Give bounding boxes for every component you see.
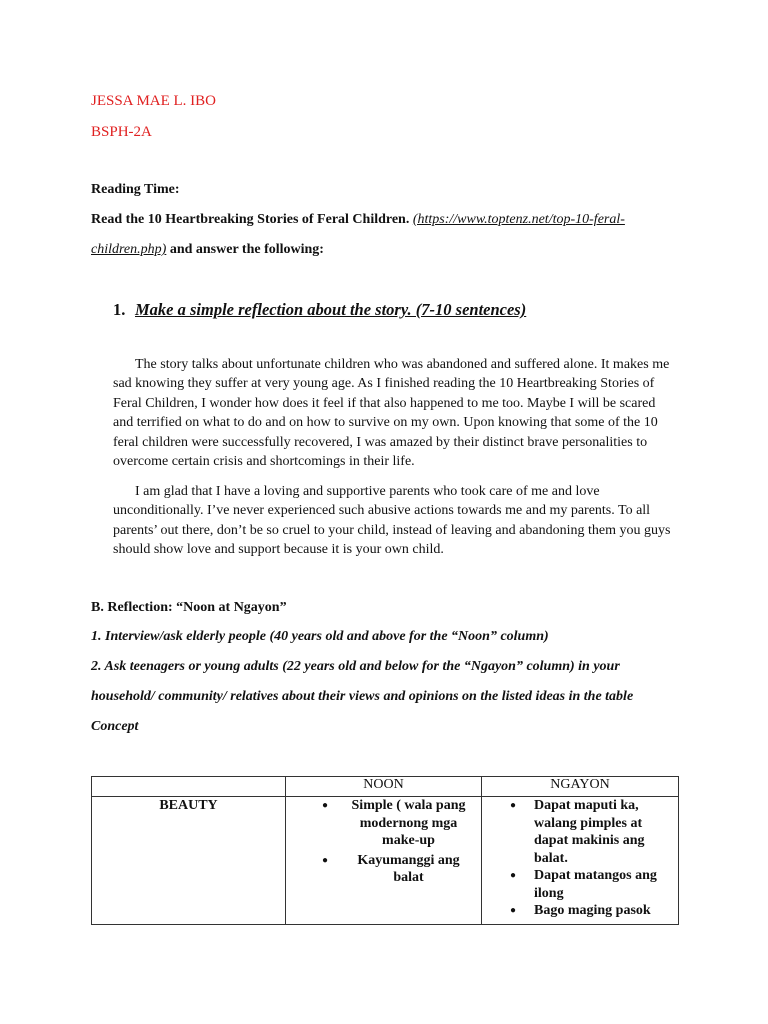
list-item-text: Simple ( wala pang modernong mga make-up: [351, 798, 466, 848]
ngayon-list: [482, 797, 678, 920]
list-item: [482, 902, 678, 920]
table-header-ngayon: NGAYON: [482, 777, 679, 797]
part-b-item-2-line-2: household/ community/ relatives about their views and opinions on the listed ideas in the table: [91, 689, 634, 704]
table-row: [92, 797, 679, 925]
list-item: [482, 797, 678, 867]
bullet-icon: ●: [510, 800, 517, 811]
list-item-text: Dapat matangos ang ilong: [534, 868, 657, 901]
reading-instruction-prefix: Read the 10 Heartbreaking Stories of Feral Children.: [91, 212, 413, 227]
reading-heading: Reading Time:: [91, 182, 180, 197]
table-cell-ngayon: [482, 797, 679, 925]
list-item: [286, 797, 481, 850]
list-item: [482, 867, 678, 902]
reading-instruction-line2: [91, 242, 324, 258]
reading-instruction-line1: [91, 212, 625, 228]
table-cell-noon: [286, 797, 482, 925]
table-cell-concept: BEAUTY: [92, 797, 286, 925]
table-header-concept: [92, 777, 286, 797]
question-1-text: Make a simple reflection about the story. (7-10 sentences): [135, 300, 527, 319]
part-b-item-2-line-3: Concept: [91, 719, 139, 734]
list-item-text: Dapat maputi ka, walang pimples at dapat makinis ang balat.: [534, 798, 645, 866]
part-b-item-1: 1. Interview/ask elderly people (40 years old and above for the “Noon” column): [91, 629, 549, 644]
reading-instruction-suffix: and answer the following:: [166, 242, 324, 257]
noon-list: [286, 797, 481, 887]
bullet-icon: ●: [510, 870, 517, 881]
part-b-item-2-line-1: 2. Ask teenagers or young adults (22 years old and below for the “Ngayon” column) in your: [91, 659, 620, 674]
part-b-heading: B. Reflection: “Noon at Ngayon”: [91, 600, 287, 615]
list-item: [286, 852, 481, 887]
reflection-paragraph-1: The story talks about unfortunate children who was abandoned and suffered alone. It makes me sad knowing they suffer at very young age. As I finished reading the 10 Heartbreaking Stories of Feral Children, I wonder how does it feel if that also happened to me too. Maybe I will be scared and terrified on what to do and on how to survive on my own. Upon knowing that some of the 10 feral children were successfully recovered, I was amazed by their distinct brave personalities to overcome certain crisis and shortcomings in their life.: [113, 357, 670, 470]
table-header-row: [92, 777, 679, 797]
bullet-icon: ●: [322, 800, 329, 811]
list-item-text: Bago maging pasok: [534, 903, 651, 918]
question-1-number: 1.: [113, 300, 126, 319]
student-name: JESSA MAE L. IBO: [91, 93, 217, 109]
bullet-icon: ●: [322, 854, 329, 866]
noon-ngayon-table: [91, 776, 679, 925]
article-link-part1[interactable]: (https://www.toptenz.net/top-10-feral-: [412, 212, 625, 227]
article-link-part2[interactable]: children.php): [91, 242, 167, 257]
bullet-icon: ●: [510, 905, 517, 916]
table-header-noon: NOON: [286, 777, 482, 797]
reflection-paragraph-2: I am glad that I have a loving and supportive parents who took care of me and love unconditionally. I’ve never experienced such abusive actions towards me and my parents. To all parents’ out there, don’t be so cruel to your child, instead of leaving and abandoning them you guys should show love and support because it is your own child.: [113, 484, 671, 558]
list-item-text: Kayumanggi ang balat: [357, 852, 460, 885]
student-section: BSPH-2A: [91, 124, 152, 140]
question-1-heading: [113, 300, 526, 320]
